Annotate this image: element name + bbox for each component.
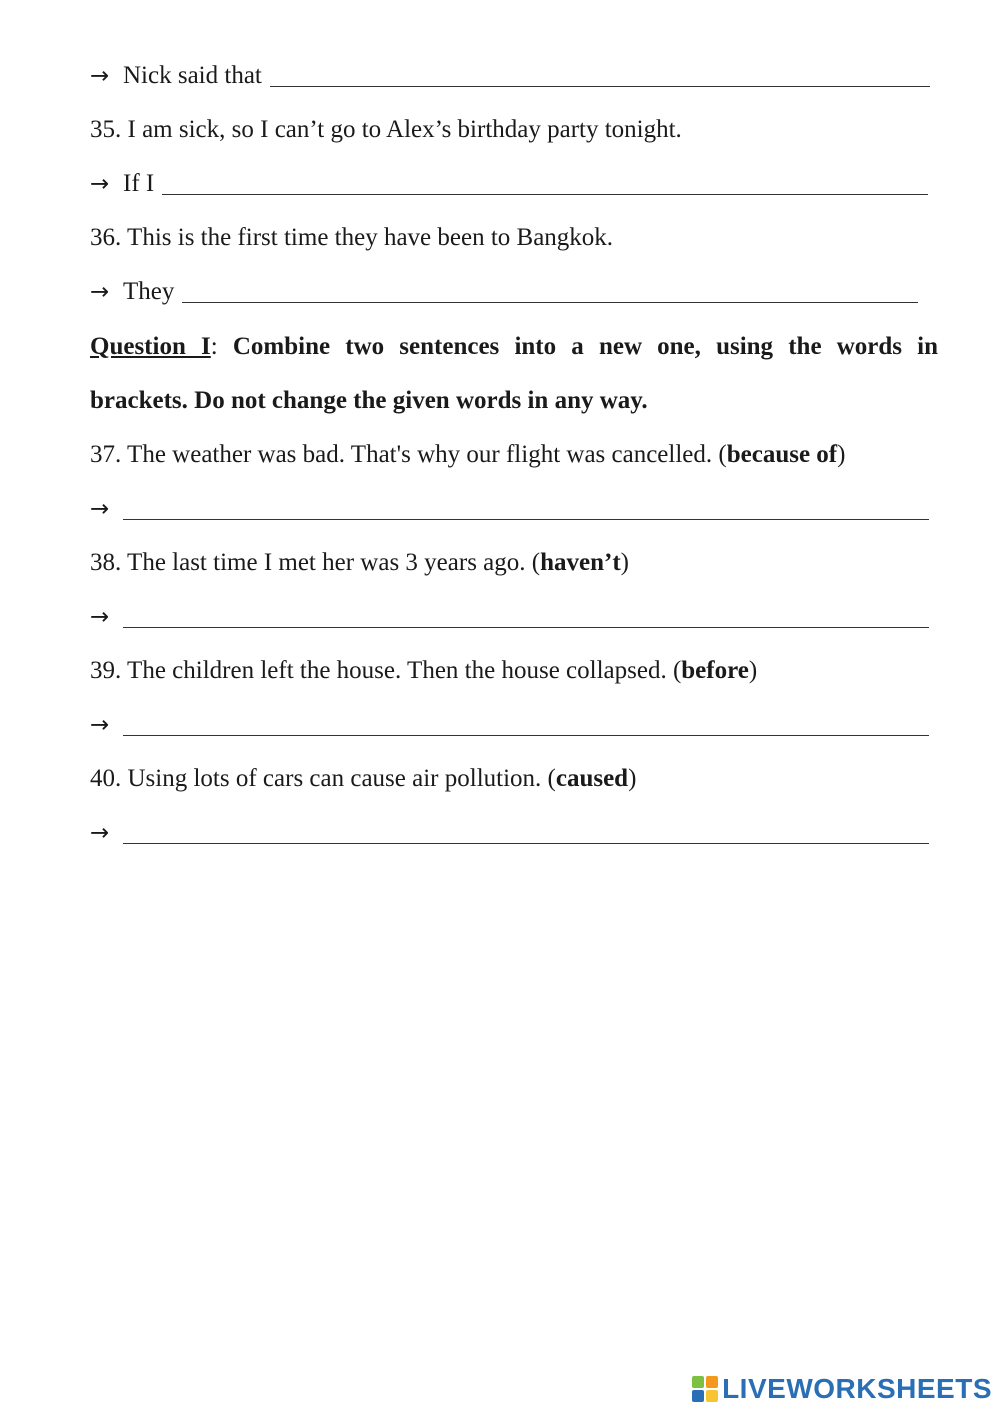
answer-blank[interactable]: [270, 86, 930, 87]
answer-line-36: [90, 272, 938, 312]
answer-blank[interactable]: [162, 194, 928, 195]
arrow-icon: →: [90, 712, 110, 738]
close-paren: ): [837, 441, 846, 468]
arrow-icon: →: [90, 820, 110, 846]
question-text: 40. Using lots of cars can cause air pollution. (: [90, 765, 556, 792]
arrow-icon: →: [90, 279, 110, 305]
keyword: because of: [726, 441, 838, 468]
section-instruction-text: Combine two sentences into a new one, using the words in: [232, 333, 938, 360]
liveworksheets-logo[interactable]: [692, 1369, 992, 1409]
keyword: haven’t: [540, 549, 621, 576]
answer-line-38: [90, 597, 938, 637]
answer-prefix: They: [123, 278, 175, 305]
answer-prefix: Nick said that: [123, 62, 262, 89]
answer-line-35: [90, 164, 938, 204]
answer-blank[interactable]: [123, 735, 929, 736]
close-paren: ): [620, 549, 629, 576]
answer-blank[interactable]: [123, 519, 929, 520]
close-paren: ): [748, 657, 758, 684]
answer-line-39: [90, 705, 938, 745]
question-39: [90, 651, 938, 691]
keyword: caused: [555, 765, 629, 792]
section-instruction-line-2: brackets. Do not change the given words in any way.: [90, 387, 648, 414]
keyword: before: [681, 657, 749, 684]
answer-blank[interactable]: [123, 843, 929, 844]
answer-prefix: If I: [123, 170, 155, 197]
close-paren: ): [628, 765, 637, 792]
answer-line-40: [90, 813, 938, 853]
answer-line-34: [90, 56, 938, 96]
arrow-icon: →: [90, 496, 110, 522]
question-38: [90, 543, 938, 583]
answer-blank[interactable]: [182, 302, 918, 303]
arrow-icon: →: [90, 604, 110, 630]
answer-blank[interactable]: [123, 627, 929, 628]
answer-line-37: [90, 489, 938, 529]
question-36: 36. This is the first time they have been to Bangkok.: [90, 224, 614, 251]
logo-text: LIVEWORKSHEETS: [722, 1373, 992, 1404]
section-instruction-line-1: [90, 327, 938, 367]
question-35: 35. I am sick, so I can’t go to Alex’s birthday party tonight.: [90, 116, 682, 143]
question-37: [90, 435, 938, 475]
question-text: 39. The children left the house. Then the house collapsed. (: [90, 657, 682, 684]
section-label: Question I: [90, 333, 211, 360]
question-text: 37. The weather was bad. That's why our flight was cancelled. (: [90, 441, 727, 468]
logo-mark-icon: [692, 1376, 718, 1402]
section-colon: :: [210, 333, 218, 360]
question-40: [90, 759, 938, 799]
arrow-icon: →: [90, 63, 110, 89]
arrow-icon: →: [90, 171, 110, 197]
question-text: 38. The last time I met her was 3 years ago. (: [90, 549, 541, 576]
